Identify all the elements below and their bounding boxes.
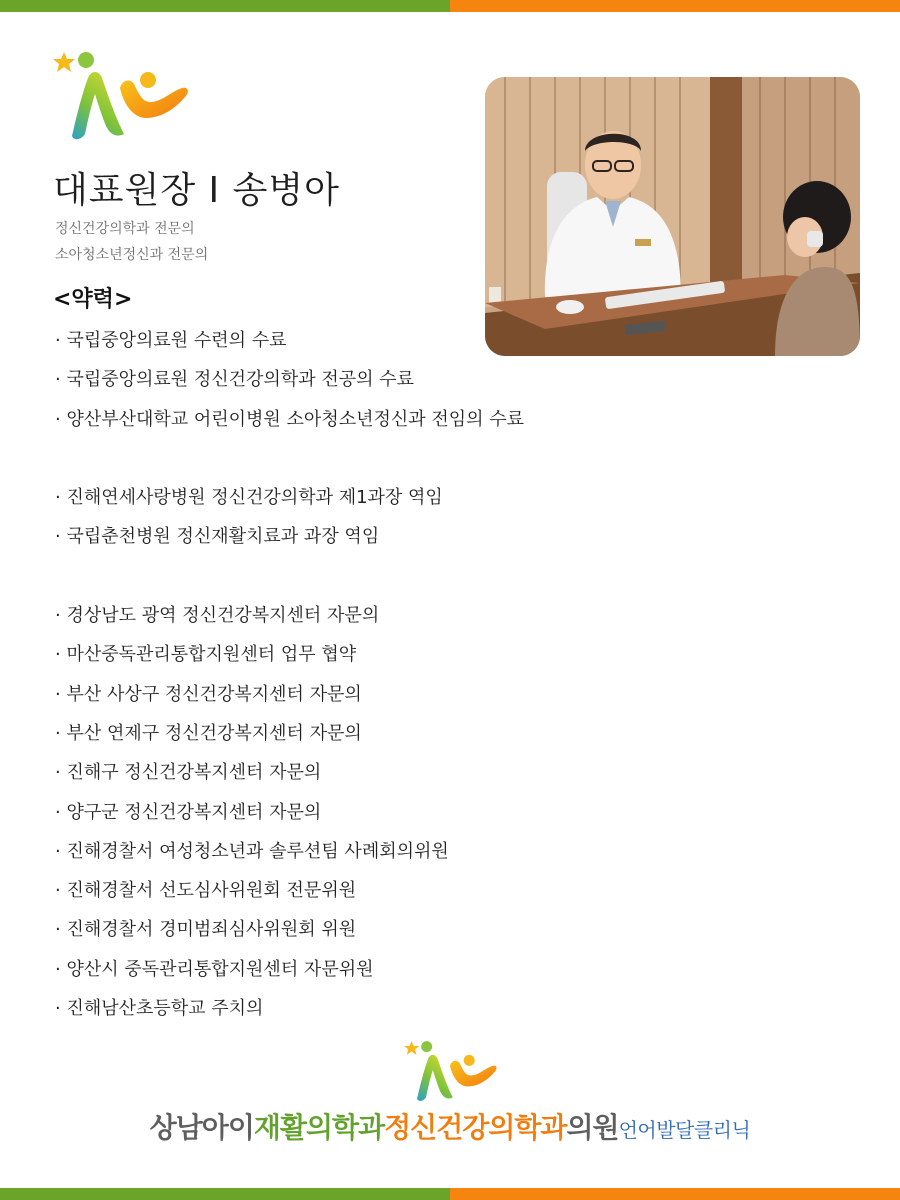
career-item: · 양구군 정신건강복지센터 자문의 xyxy=(55,801,322,823)
clinic-name-part: 재활의학과 xyxy=(253,1111,385,1144)
specialty-2: 소아청소년정신과 전문의 xyxy=(55,247,209,263)
career-item: · 국립춘천병원 정신재활치료과 과장 역임 xyxy=(55,526,380,548)
career-item: · 부산 연제구 정신건강복지센터 자문의 xyxy=(55,722,362,744)
top-bar-green xyxy=(0,0,450,12)
clinic-logo-small-icon xyxy=(402,1038,498,1104)
career-item: · 양산부산대학교 어린이병원 소아청소년정신과 전임의 수료 xyxy=(55,408,525,430)
career-item: · 국립중앙의료원 정신건강의학과 전공의 수료 xyxy=(55,369,414,391)
clinic-name xyxy=(0,1106,900,1146)
career-item: · 부산 사상구 정신건강복지센터 자문의 xyxy=(55,683,362,705)
career-item: · 진해연세사랑병원 정신건강의학과 제1과장 역임 xyxy=(55,487,443,509)
clinic-name-part: 정신건강의학과 xyxy=(384,1111,567,1144)
top-bar-orange xyxy=(450,0,900,12)
career-item: · 마산중독관리통합지원센터 업무 협약 xyxy=(55,644,357,666)
career-list xyxy=(55,326,615,1033)
career-spacer xyxy=(55,562,615,601)
career-item: · 국립중앙의료원 수련의 수료 xyxy=(55,330,287,351)
career-item: · 진해남산초등학교 주치의 xyxy=(55,998,264,1020)
career-item: · 진해경찰서 여성청소년과 솔루션팀 사례회의위원 xyxy=(55,840,449,862)
top-color-bar xyxy=(0,0,900,12)
specialty-1: 정신건강의학과 전문의 xyxy=(55,221,195,237)
doctor-consultation-photo xyxy=(485,77,860,356)
career-item: · 진해구 정신건강복지센터 자문의 xyxy=(55,762,322,784)
clinic-name-part: 언어발달클리닉 xyxy=(618,1118,751,1142)
director-title: 대표원장 I 송병아 xyxy=(53,170,340,211)
clinic-logo-icon xyxy=(50,48,190,143)
bottom-color-bar xyxy=(0,1188,900,1200)
career-item: · 양산시 중독관리통합지원센터 자문위원 xyxy=(55,958,374,980)
career-item: · 진해경찰서 경미범죄심사위원회 위원 xyxy=(55,919,357,941)
career-spacer xyxy=(55,444,615,483)
bottom-bar-green xyxy=(0,1188,450,1200)
clinic-name-part: 의원 xyxy=(566,1111,619,1144)
career-item: · 진해경찰서 선도심사위원회 전문위원 xyxy=(55,880,357,902)
clinic-name-part: 상남아이 xyxy=(149,1111,254,1144)
bottom-bar-orange xyxy=(450,1188,900,1200)
career-heading: <약력> xyxy=(53,287,133,312)
career-item: · 경상남도 광역 정신건강복지센터 자문의 xyxy=(55,605,380,627)
